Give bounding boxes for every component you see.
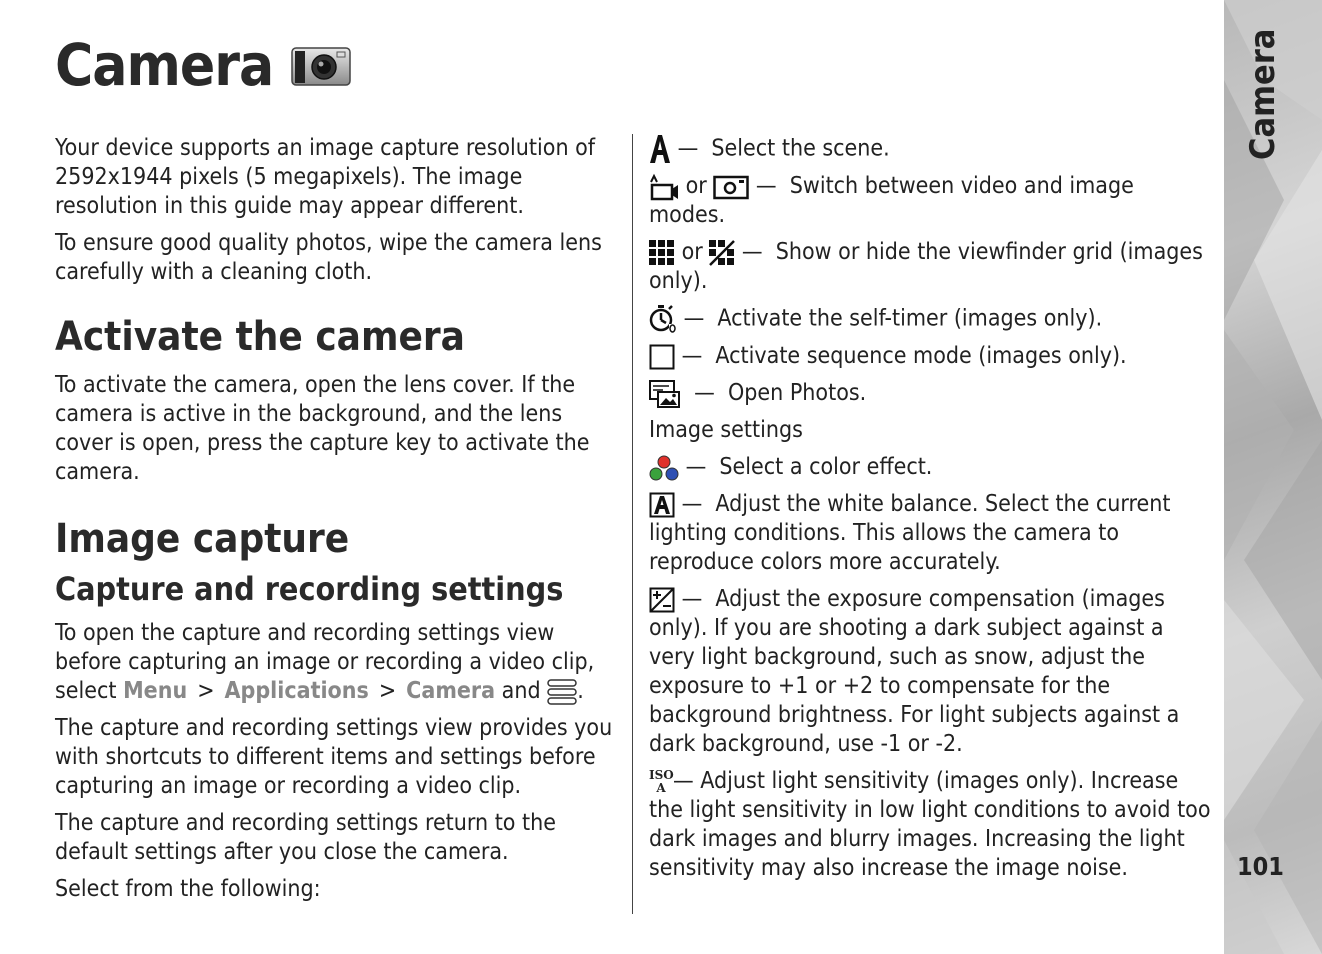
- dash: —: [685, 454, 707, 480]
- activate-paragraph: To activate the camera, open the lens cover. If the camera is active in the background, and the lens cover is open, press the capture key to activate the camera.: [55, 372, 590, 485]
- or-text: or: [685, 173, 707, 199]
- settings-list-icon: [547, 679, 577, 705]
- dash: —: [755, 173, 777, 199]
- photos-item: [649, 379, 1214, 408]
- heading-image-capture: Image capture: [55, 516, 350, 562]
- exposure-text: Adjust the exposure compensation (images only). If you are shooting a dark subject against a very light background, such as snow, adjust the exposure to +1 or +2 to compensate for the background brightness. For light subjects against a dark background, use -1 or -2.: [649, 586, 1180, 757]
- return-paragraph: The capture and recording settings return to the default settings after you close the camera.: [55, 810, 556, 865]
- dash: —: [741, 239, 763, 265]
- video-mode-icon: [649, 173, 679, 201]
- grid-item: [649, 238, 1214, 296]
- iso-label: ISO: [649, 767, 674, 782]
- or-text: or: [681, 239, 703, 265]
- switch-text: Switch between video and image modes.: [649, 173, 1134, 228]
- photos-text: Open Photos.: [727, 380, 867, 406]
- chapter-sidebar: [1224, 0, 1322, 954]
- iso-text: Adjust light sensitivity (images only). Increase the light sensitivity in low light conditions to avoid too dark images and blurry images. Increasing the light sensitivity may also increase the image noise.: [649, 768, 1211, 881]
- grid-on-icon: [649, 240, 675, 266]
- mode-item: [649, 172, 1214, 230]
- iso-item: [649, 767, 1214, 883]
- right-column: [649, 134, 1214, 891]
- dash: —: [677, 135, 699, 162]
- separator: >: [378, 678, 397, 704]
- iso-icon: [649, 769, 673, 795]
- menu-link[interactable]: Menu: [123, 678, 188, 704]
- timer-text: Activate the self-timer (images only).: [717, 305, 1103, 332]
- intro-paragraph-2: To ensure good quality photos, wipe the camera lens carefully with a cleaning cloth.: [55, 230, 602, 285]
- exposure-item: [649, 585, 1214, 759]
- open-settings-text: To open the capture and recording settings view before capturing an image or recording a video clip, select: [55, 620, 595, 704]
- white-balance-text: Adjust the white balance. Select the current lighting conditions. This allows the camera to reproduce colors more accurately.: [649, 491, 1171, 575]
- white-balance-item: [649, 490, 1214, 577]
- period: .: [577, 678, 584, 704]
- photos-icon: [649, 380, 681, 408]
- image-mode-icon: [713, 174, 749, 200]
- timer-item: [649, 304, 1214, 334]
- page-number: 101: [1237, 852, 1284, 881]
- grid-text: Show or hide the viewfinder grid (images only).: [649, 239, 1203, 294]
- dash: —: [681, 491, 703, 517]
- open-settings-paragraph: [55, 619, 620, 706]
- iso-auto-label: A: [656, 780, 666, 795]
- color-item: [649, 453, 1214, 482]
- scene-item: [649, 134, 1214, 164]
- provides-paragraph: The capture and recording settings view provides you with shortcuts to different items and settings before capturing an image or recording a video clip.: [55, 715, 613, 799]
- dash: —: [673, 768, 694, 794]
- color-text: Select a color effect.: [719, 454, 933, 480]
- sequence-text: Activate sequence mode (images only).: [715, 343, 1127, 369]
- color-effect-icon: [649, 454, 679, 482]
- select-paragraph: Select from the following:: [55, 876, 321, 902]
- separator: >: [197, 678, 215, 704]
- and-text: and: [501, 678, 541, 704]
- heading-capture-settings: Capture and recording settings: [55, 570, 564, 608]
- grid-off-icon: [709, 240, 735, 266]
- scene-auto-icon: [649, 134, 671, 164]
- sequence-mode-icon: [649, 344, 675, 370]
- heading-activate-camera: Activate the camera: [55, 314, 465, 360]
- sequence-item: [649, 342, 1214, 371]
- image-settings-label: Image settings: [649, 417, 803, 443]
- page-title: Camera: [55, 31, 274, 99]
- dash: —: [681, 343, 703, 369]
- intro-paragraph-1: Your device supports an image capture resolution of 2592x1944 pixels (5 megapixels). The image resolution in this guide may appear different.: [55, 135, 596, 219]
- applications-link[interactable]: Applications: [224, 678, 369, 704]
- dash: —: [694, 380, 715, 406]
- left-column: [55, 134, 620, 912]
- dash: —: [683, 305, 705, 332]
- camera-icon: [291, 43, 351, 87]
- column-divider: [632, 134, 633, 914]
- chapter-label: Camera: [1243, 28, 1283, 160]
- white-balance-icon: [649, 492, 675, 518]
- self-timer-icon: [649, 304, 677, 334]
- title-block: [55, 31, 351, 99]
- dash: —: [681, 586, 703, 612]
- exposure-icon: [649, 587, 675, 613]
- camera-link[interactable]: Camera: [406, 678, 496, 704]
- scene-text: Select the scene.: [711, 135, 890, 162]
